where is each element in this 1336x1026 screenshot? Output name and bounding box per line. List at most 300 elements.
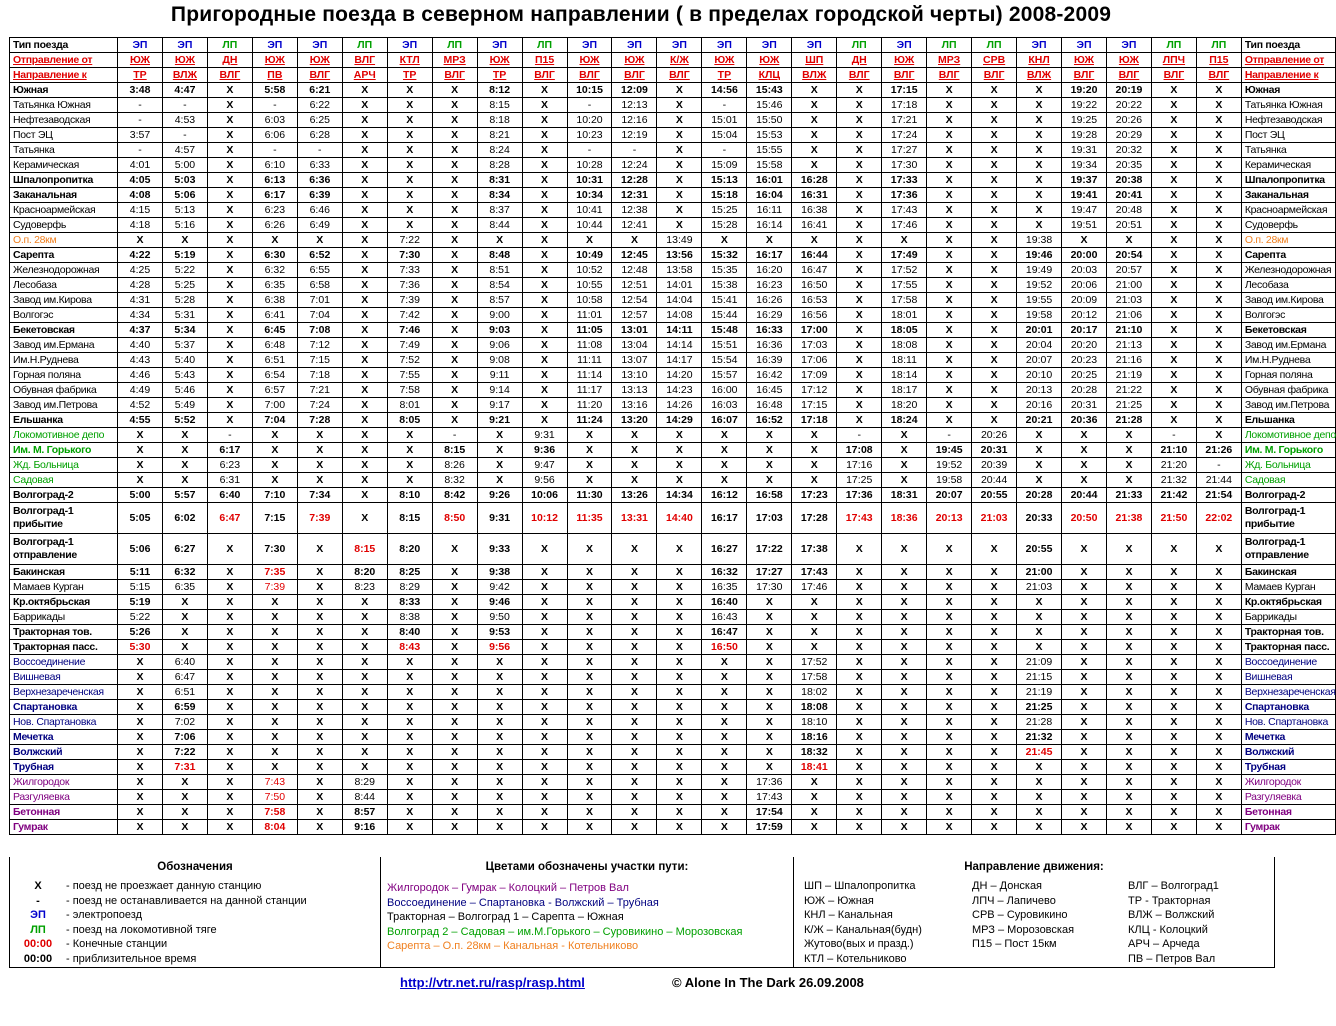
time-cell: X [432, 805, 477, 820]
time-cell: X [882, 428, 927, 443]
time-cell: 7:43 [252, 775, 297, 790]
header-cell: ЭП [1106, 38, 1151, 53]
time-cell: X [837, 670, 882, 685]
time-cell: X [657, 730, 702, 745]
time-cell: 16:32 [702, 565, 747, 580]
time-cell: X [162, 640, 207, 655]
time-cell: X [1151, 323, 1196, 338]
time-cell: X [522, 218, 567, 233]
time-cell: 10:23 [567, 128, 612, 143]
time-cell: X [342, 625, 387, 640]
time-cell: X [1017, 820, 1062, 835]
time-cell: - [118, 113, 163, 128]
time-cell: X [972, 368, 1017, 383]
time-cell: 12:45 [612, 248, 657, 263]
header-cell: ВЛГ [837, 68, 882, 83]
time-cell: - [837, 428, 882, 443]
time-cell: 13:26 [612, 488, 657, 503]
time-cell: 9:53 [477, 625, 522, 640]
time-cell: 9:21 [477, 413, 522, 428]
time-cell: X [1106, 655, 1151, 670]
time-cell: 16:43 [702, 610, 747, 625]
time-cell: 4:15 [118, 203, 163, 218]
time-cell: 10:41 [567, 203, 612, 218]
time-cell: X [162, 820, 207, 835]
time-cell: X [927, 534, 972, 565]
time-cell: X [657, 203, 702, 218]
time-cell: X [118, 790, 163, 805]
time-cell: 13:13 [612, 383, 657, 398]
time-cell: 22:02 [1196, 503, 1241, 534]
time-cell: 13:04 [612, 338, 657, 353]
time-cell: 9:47 [522, 458, 567, 473]
time-cell: X [252, 670, 297, 685]
legend-text: - поезд на локомотивной тяге [66, 923, 217, 936]
time-cell: 9:26 [477, 488, 522, 503]
time-cell: 18:41 [792, 760, 837, 775]
station-row [10, 233, 1336, 248]
time-cell: 17:38 [792, 534, 837, 565]
time-cell: X [432, 308, 477, 323]
footer-link[interactable]: http://vtr.net.ru/rasp/rasp.html [400, 975, 585, 990]
header-cell: ЛП [342, 38, 387, 53]
time-cell: 17:49 [882, 248, 927, 263]
station-name-right: Волгоград-2 [1241, 488, 1335, 503]
time-cell: 5:22 [162, 263, 207, 278]
time-cell: 20:20 [1062, 338, 1107, 353]
time-cell: 8:51 [477, 263, 522, 278]
time-cell: X [387, 745, 432, 760]
time-cell: X [972, 248, 1017, 263]
time-cell: X [1151, 173, 1196, 188]
time-cell: X [747, 655, 792, 670]
time-cell: X [118, 473, 163, 488]
time-cell: X [657, 790, 702, 805]
time-cell: 6:51 [162, 685, 207, 700]
station-name: Волгоград-1 отправление [10, 534, 118, 565]
time-cell: 8:01 [387, 398, 432, 413]
time-cell: 21:42 [1151, 488, 1196, 503]
time-cell: X [1106, 670, 1151, 685]
time-cell: - [297, 143, 342, 158]
time-cell: 20:41 [1106, 188, 1151, 203]
time-cell: 18:08 [792, 700, 837, 715]
time-cell: 21:32 [1017, 730, 1062, 745]
time-cell: 8:33 [387, 595, 432, 610]
direction-code: ЛПЧ – Лапичево [972, 894, 1056, 907]
time-cell: X [522, 760, 567, 775]
time-cell: 4:28 [118, 278, 163, 293]
time-cell: X [342, 443, 387, 458]
time-cell: X [972, 700, 1017, 715]
time-cell: 11:35 [567, 503, 612, 534]
time-cell: X [387, 805, 432, 820]
time-cell: X [1196, 595, 1241, 610]
time-cell: 7:06 [162, 730, 207, 745]
legend-symbol: 00:00 [23, 952, 53, 965]
time-cell: X [1196, 428, 1241, 443]
time-cell: 9:14 [477, 383, 522, 398]
station-name-right: Гумрак [1241, 820, 1335, 835]
time-cell: 14:56 [702, 83, 747, 98]
station-name: Ельшанка [10, 413, 118, 428]
time-cell: X [1017, 610, 1062, 625]
time-cell: 7:24 [297, 398, 342, 413]
time-cell: X [747, 730, 792, 745]
time-cell: X [612, 534, 657, 565]
station-name-right: Спартановка [1241, 700, 1335, 715]
time-cell: X [522, 655, 567, 670]
time-cell: X [747, 428, 792, 443]
time-cell: 6:36 [297, 173, 342, 188]
station-name-right: Завод им.Петрова [1241, 398, 1335, 413]
time-cell: 9:36 [522, 443, 567, 458]
time-cell: 7:34 [297, 488, 342, 503]
header-cell: ЭП [387, 38, 432, 53]
time-cell: X [297, 458, 342, 473]
time-cell: 21:10 [1151, 443, 1196, 458]
time-cell: X [837, 760, 882, 775]
legend-symbol: X [34, 880, 42, 892]
time-cell: 17:09 [792, 368, 837, 383]
time-cell: X [927, 640, 972, 655]
time-cell: 16:44 [792, 248, 837, 263]
time-cell: X [522, 775, 567, 790]
time-cell: X [477, 790, 522, 805]
time-cell: X [342, 98, 387, 113]
time-cell: X [927, 248, 972, 263]
time-cell: X [702, 820, 747, 835]
time-cell: 5:15 [118, 580, 163, 595]
time-cell: X [927, 610, 972, 625]
time-cell: X [657, 670, 702, 685]
time-cell: 14:14 [657, 338, 702, 353]
time-cell: X [972, 173, 1017, 188]
time-cell: X [1196, 790, 1241, 805]
time-cell: 5:05 [118, 503, 163, 534]
station-name: Трубная [10, 760, 118, 775]
time-cell: X [837, 580, 882, 595]
time-cell: 9:00 [477, 308, 522, 323]
time-cell: X [612, 670, 657, 685]
time-cell: X [927, 338, 972, 353]
time-cell: X [792, 820, 837, 835]
time-cell: X [882, 655, 927, 670]
time-cell: X [387, 458, 432, 473]
time-cell: X [567, 820, 612, 835]
time-cell: 20:13 [927, 503, 972, 534]
time-cell: 17:43 [747, 790, 792, 805]
station-name: Горная поляна [10, 368, 118, 383]
time-cell: X [657, 820, 702, 835]
time-cell: X [837, 805, 882, 820]
time-cell: 21:19 [1017, 685, 1062, 700]
header-cell: ЭП [792, 38, 837, 53]
time-cell: X [118, 655, 163, 670]
time-cell: X [702, 790, 747, 805]
time-cell: X [1196, 398, 1241, 413]
time-cell: 11:11 [567, 353, 612, 368]
time-cell: X [207, 730, 252, 745]
time-cell: X [252, 700, 297, 715]
time-cell: X [432, 368, 477, 383]
header-cell: ЭП [297, 38, 342, 53]
time-cell: X [477, 685, 522, 700]
time-cell: X [477, 670, 522, 685]
station-name: Пост ЭЦ [10, 128, 118, 143]
time-cell: - [702, 98, 747, 113]
station-row [10, 113, 1336, 128]
station-row [10, 323, 1336, 338]
station-row [10, 98, 1336, 113]
time-cell: 8:44 [477, 218, 522, 233]
header-cell: ЮЖ [297, 53, 342, 68]
time-cell: X [207, 595, 252, 610]
time-cell: 21:25 [1017, 700, 1062, 715]
time-cell: X [342, 458, 387, 473]
symbols-legend [10, 857, 381, 967]
time-cell: X [837, 203, 882, 218]
time-cell: X [432, 790, 477, 805]
direction-code: ПВ – Петров Вал [1128, 952, 1216, 965]
time-cell: X [612, 458, 657, 473]
legend-symbol: - [36, 894, 40, 907]
station-name: Воссоединение [10, 655, 118, 670]
time-cell: X [1196, 700, 1241, 715]
time-cell: X [387, 820, 432, 835]
time-cell: X [792, 128, 837, 143]
station-name-right: Верхнезареченская [1241, 685, 1335, 700]
time-cell: X [207, 143, 252, 158]
direction-code: К/Ж – Канальная(будн) [804, 923, 922, 936]
time-cell: X [837, 113, 882, 128]
time-cell: 11:01 [567, 308, 612, 323]
direction-code: ДН – Донская [972, 880, 1043, 892]
time-cell: X [252, 610, 297, 625]
time-cell: X [927, 790, 972, 805]
time-cell: 17:16 [837, 458, 882, 473]
time-cell: 18:24 [882, 413, 927, 428]
time-cell: X [972, 805, 1017, 820]
time-cell: 16:47 [792, 263, 837, 278]
time-cell: 8:34 [477, 188, 522, 203]
time-cell: X [207, 565, 252, 580]
time-cell: X [837, 595, 882, 610]
header-cell: СРВ [972, 53, 1017, 68]
time-cell: X [1151, 640, 1196, 655]
header-cell: ДН [837, 53, 882, 68]
time-cell: X [432, 820, 477, 835]
time-cell: 9:06 [477, 338, 522, 353]
timetable [9, 37, 1336, 835]
time-cell: X [837, 610, 882, 625]
time-cell: X [657, 458, 702, 473]
time-cell: X [972, 98, 1017, 113]
time-cell: X [387, 218, 432, 233]
time-cell: X [297, 640, 342, 655]
time-cell: X [1017, 113, 1062, 128]
time-cell: 6:54 [252, 368, 297, 383]
time-cell: X [1196, 218, 1241, 233]
time-cell: 15:04 [702, 128, 747, 143]
time-cell: X [567, 534, 612, 565]
time-cell: X [387, 143, 432, 158]
time-cell: 8:28 [477, 158, 522, 173]
time-cell: 4:34 [118, 308, 163, 323]
time-cell: 4:52 [118, 398, 163, 413]
time-cell: X [657, 610, 702, 625]
time-cell: X [207, 233, 252, 248]
time-cell: - [927, 428, 972, 443]
station-name-right: Разгуляевка [1241, 790, 1335, 805]
time-cell: 17:55 [882, 278, 927, 293]
time-cell: 7:00 [252, 398, 297, 413]
time-cell: X [747, 760, 792, 775]
time-cell: X [837, 565, 882, 580]
header-cell: ЭП [702, 38, 747, 53]
time-cell: 18:14 [882, 368, 927, 383]
time-cell: 5:49 [162, 398, 207, 413]
time-cell: X [567, 458, 612, 473]
time-cell: X [387, 128, 432, 143]
time-cell: X [567, 443, 612, 458]
time-cell: X [927, 805, 972, 820]
time-cell: X [118, 233, 163, 248]
time-cell: X [162, 610, 207, 625]
time-cell: 21:19 [1106, 368, 1151, 383]
time-cell: 7:10 [252, 488, 297, 503]
time-cell: X [927, 580, 972, 595]
time-cell: X [522, 700, 567, 715]
time-cell: X [702, 715, 747, 730]
time-cell: 10:28 [567, 158, 612, 173]
time-cell: 8:32 [432, 473, 477, 488]
colors-legend-title: Цветами обозначены участки пути: [485, 861, 689, 873]
time-cell: 9:31 [477, 503, 522, 534]
time-cell: X [207, 308, 252, 323]
station-name-right: Судоверфь [1241, 218, 1335, 233]
time-cell: 15:54 [702, 353, 747, 368]
time-cell: 12:54 [612, 293, 657, 308]
time-cell: X [972, 188, 1017, 203]
time-cell: 8:04 [252, 820, 297, 835]
time-cell: 20:16 [1017, 398, 1062, 413]
time-cell: X [792, 83, 837, 98]
time-cell: 9:08 [477, 353, 522, 368]
time-cell: 16:28 [792, 173, 837, 188]
time-cell: 11:24 [567, 413, 612, 428]
time-cell: X [118, 700, 163, 715]
time-cell: X [1196, 610, 1241, 625]
header-cell: КНЛ [1017, 53, 1062, 68]
time-cell: X [207, 655, 252, 670]
time-cell: X [702, 458, 747, 473]
time-cell: 8:38 [387, 610, 432, 625]
station-row [10, 685, 1336, 700]
time-cell: X [162, 233, 207, 248]
time-cell: X [162, 458, 207, 473]
time-cell: 6:55 [297, 263, 342, 278]
time-cell: X [657, 580, 702, 595]
time-cell: X [837, 413, 882, 428]
time-cell: X [522, 805, 567, 820]
time-cell: 15:55 [747, 143, 792, 158]
time-cell: X [207, 805, 252, 820]
time-cell: X [567, 775, 612, 790]
time-cell: 21:28 [1017, 715, 1062, 730]
time-cell: 19:37 [1062, 173, 1107, 188]
time-cell: 6:17 [252, 188, 297, 203]
time-cell: X [657, 805, 702, 820]
time-cell: 8:57 [477, 293, 522, 308]
time-cell: X [522, 83, 567, 98]
time-cell: 8:57 [342, 805, 387, 820]
time-cell: X [972, 595, 1017, 610]
time-cell: X [342, 655, 387, 670]
time-cell: X [297, 655, 342, 670]
time-cell: X [207, 760, 252, 775]
time-cell: 18:31 [882, 488, 927, 503]
time-cell: X [927, 595, 972, 610]
time-cell: X [1196, 338, 1241, 353]
time-cell: X [477, 233, 522, 248]
time-cell: X [477, 700, 522, 715]
time-cell: X [657, 760, 702, 775]
time-cell: X [1196, 534, 1241, 565]
header-cell: К/Ж [657, 53, 702, 68]
time-cell: X [612, 443, 657, 458]
time-cell: X [522, 625, 567, 640]
time-cell: 12:28 [612, 173, 657, 188]
time-cell: 20:13 [1017, 383, 1062, 398]
time-cell: X [342, 203, 387, 218]
time-cell: X [1106, 625, 1151, 640]
station-name-right: Баррикады [1241, 610, 1335, 625]
time-cell: 20:31 [1062, 398, 1107, 413]
time-cell: X [882, 790, 927, 805]
time-cell: 17:00 [792, 323, 837, 338]
time-cell: X [1151, 610, 1196, 625]
time-cell: X [1196, 580, 1241, 595]
time-cell: X [837, 383, 882, 398]
time-cell: X [1106, 715, 1151, 730]
time-cell: - [567, 98, 612, 113]
time-cell: 13:58 [657, 263, 702, 278]
time-cell: X [1151, 383, 1196, 398]
time-cell: X [297, 685, 342, 700]
time-cell: 4:08 [118, 188, 163, 203]
station-name-right: Им.Н.Руднева [1241, 353, 1335, 368]
station-name: Им.Н.Руднева [10, 353, 118, 368]
time-cell: 6:13 [252, 173, 297, 188]
time-cell: 6:40 [207, 488, 252, 503]
time-cell: X [522, 158, 567, 173]
time-cell: X [432, 565, 477, 580]
time-cell: X [252, 745, 297, 760]
time-cell: 6:33 [297, 158, 342, 173]
time-cell: 18:10 [792, 715, 837, 730]
time-cell: 17:03 [747, 503, 792, 534]
station-name: Судоверфь [10, 218, 118, 233]
time-cell: X [612, 700, 657, 715]
time-cell: X [118, 775, 163, 790]
time-cell: 13:16 [612, 398, 657, 413]
station-name: Вишневая [10, 670, 118, 685]
time-cell: X [522, 595, 567, 610]
time-cell: X [972, 158, 1017, 173]
time-cell: X [1062, 760, 1107, 775]
station-name-right: Мамаев Курган [1241, 580, 1335, 595]
